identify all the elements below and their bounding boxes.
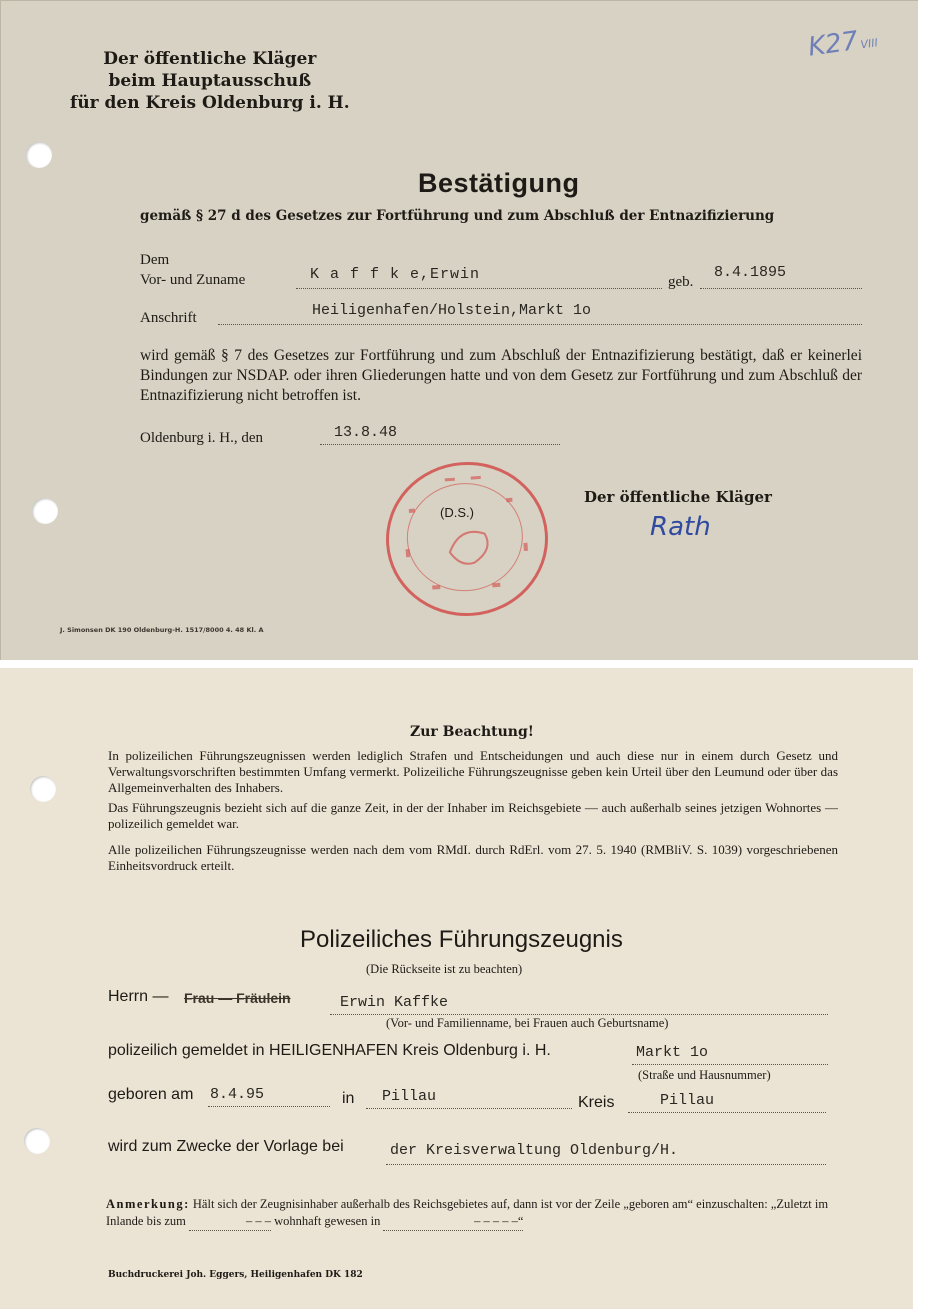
name-label: Vor- und Zuname	[140, 272, 246, 288]
archive-mark-sub: VIII	[859, 36, 879, 52]
signer-title: Der öffentliche Kläger	[584, 488, 772, 506]
street-line	[632, 1064, 828, 1065]
address-field-line	[218, 324, 862, 325]
printer-imprint: J. Simonsen DK 190 Oldenburg-H. 1517/8000 4. 48 Kl. A	[60, 626, 264, 634]
remark-mid: wohnhaft gewesen in	[274, 1214, 381, 1228]
address-label: Anschrift	[140, 310, 197, 326]
street-caption: (Straße und Hausnummer)	[638, 1068, 771, 1082]
born-field-line	[700, 288, 862, 289]
notice-paragraph: In polizeilichen Führungszeugnissen werden lediglich Strafen und Entscheidungen und auch diese nur in einem durch Gesetz und Verwaltungsvorschriften bestimmten Umfang vermerkt. Polizeiliche Führungszeugnisse geben kein Urteil über den Leumund oder über das Allgemeinverhalten des Inhabers.	[108, 748, 838, 795]
address-value: Heiligenhafen/Holstein,Markt 1o	[312, 302, 592, 319]
notice-paragraph: Das Führungszeugnis bezieht sich auf die ganze Zeit, in der der Inhaber im Reichsgebiete — auch außerhalb seines jetzigen Wohnortes — polizeilich gemeldet war.	[108, 800, 838, 831]
place-line	[366, 1108, 572, 1109]
official-stamp	[381, 457, 553, 622]
herrn-label: Herrn —	[108, 988, 169, 1005]
born-value: 8.4.1895	[714, 264, 787, 281]
struck-salutation: Frau — Fräulein	[184, 990, 291, 1006]
notice-title: Zur Beachtung!	[410, 724, 534, 740]
authority-line: für den Kreis Oldenburg i. H.	[70, 93, 350, 113]
issuing-authority	[70, 48, 350, 114]
kreis-label: Kreis	[578, 1094, 615, 1111]
police-printer-imprint: Buchdruckerei Joh. Eggers, Heiligenhafen DK 182	[108, 1270, 363, 1280]
remark	[106, 1196, 832, 1231]
police-name-line	[330, 1014, 828, 1015]
notice-paragraph: Alle polizeilichen Führungszeugnisse werden nach dem vom RMdI. durch RdErl. vom 27. 5. 1940 (RMBliV. S. 1039) vorgeschriebenen Einheitsvordruck erteilt.	[108, 842, 838, 873]
confirmation-sheet	[0, 0, 918, 660]
purpose-label: wird zum Zwecke der Vorlage bei	[108, 1138, 344, 1155]
kreis-line	[628, 1112, 826, 1113]
born-label: geb.	[668, 274, 694, 290]
registered-label: polizeilich gemeldet in HEILIGENHAFEN Kreis Oldenburg i. H.	[108, 1042, 551, 1059]
punch-hole	[30, 776, 56, 802]
archive-mark	[806, 23, 879, 62]
signature: Rath	[650, 512, 711, 542]
name-value: K a f f k e,Erwin	[310, 266, 481, 283]
stamp-ds-label: (D.S.)	[440, 505, 474, 520]
remark-blank-2: – – – – –“	[383, 1213, 523, 1231]
confirmation-body: wird gemäß § 7 des Gesetzes zur Fortführung und zum Abschluß der Entnazifizierung bestätigt, daß er keinerlei Bindungen zur NSDAP. oder ihren Gliederungen hatte und von dem Gesetz zur Fortführung und zum Abschluß der Entnazifizierung nicht betroffen ist.	[140, 347, 862, 404]
police-certificate-title: Polizeiliches Führungszeugnis	[300, 926, 623, 953]
police-born-label: geboren am	[108, 1086, 194, 1103]
authority-line: beim Hauptausschuß	[108, 71, 312, 91]
document-title: Bestätigung	[418, 168, 580, 198]
archive-mark-number: K27	[806, 25, 861, 63]
police-name-value: Erwin Kaffke	[340, 994, 449, 1011]
punch-hole	[32, 498, 58, 524]
place-date-label: Oldenburg i. H., den	[140, 430, 264, 446]
kreis-value: Pillau	[660, 1092, 715, 1109]
date-field-line	[320, 444, 560, 445]
document-subtitle: gemäß § 27 d des Gesetzes zur Fortführung und zum Abschluß der Entnazifizierung	[140, 208, 775, 224]
authority-line: Der öffentliche Kläger	[103, 49, 317, 69]
police-certificate-subtitle: (Die Rückseite ist zu beachten)	[366, 962, 523, 976]
name-caption: (Vor- und Familienname, bei Frauen auch Geburtsname)	[386, 1016, 669, 1030]
police-born-value: 8.4.95	[210, 1086, 265, 1103]
remark-heading: Anmerkung:	[106, 1197, 190, 1211]
stamp-emblem	[384, 460, 550, 619]
name-field-line	[296, 288, 662, 289]
dem-label: Dem	[140, 252, 170, 268]
police-born-line	[208, 1106, 330, 1107]
punch-hole	[24, 1128, 50, 1154]
purpose-value: der Kreisverwaltung Oldenburg/H.	[390, 1142, 679, 1159]
in-label: in	[342, 1090, 355, 1107]
place-value: Pillau	[382, 1088, 437, 1105]
punch-hole	[26, 142, 52, 168]
date-value: 13.8.48	[334, 424, 398, 441]
remark-blank-1: – – –	[189, 1213, 271, 1231]
purpose-line	[386, 1164, 826, 1165]
street-value: Markt 1o	[636, 1044, 709, 1061]
remark-text: Hält sich der Zeugnisinhaber außerhalb des Reichsgebietes auf, dann ist vor der Zeile „geboren am“ einzuschalten: „Zuletzt im Inlande bis zum	[106, 1197, 829, 1228]
